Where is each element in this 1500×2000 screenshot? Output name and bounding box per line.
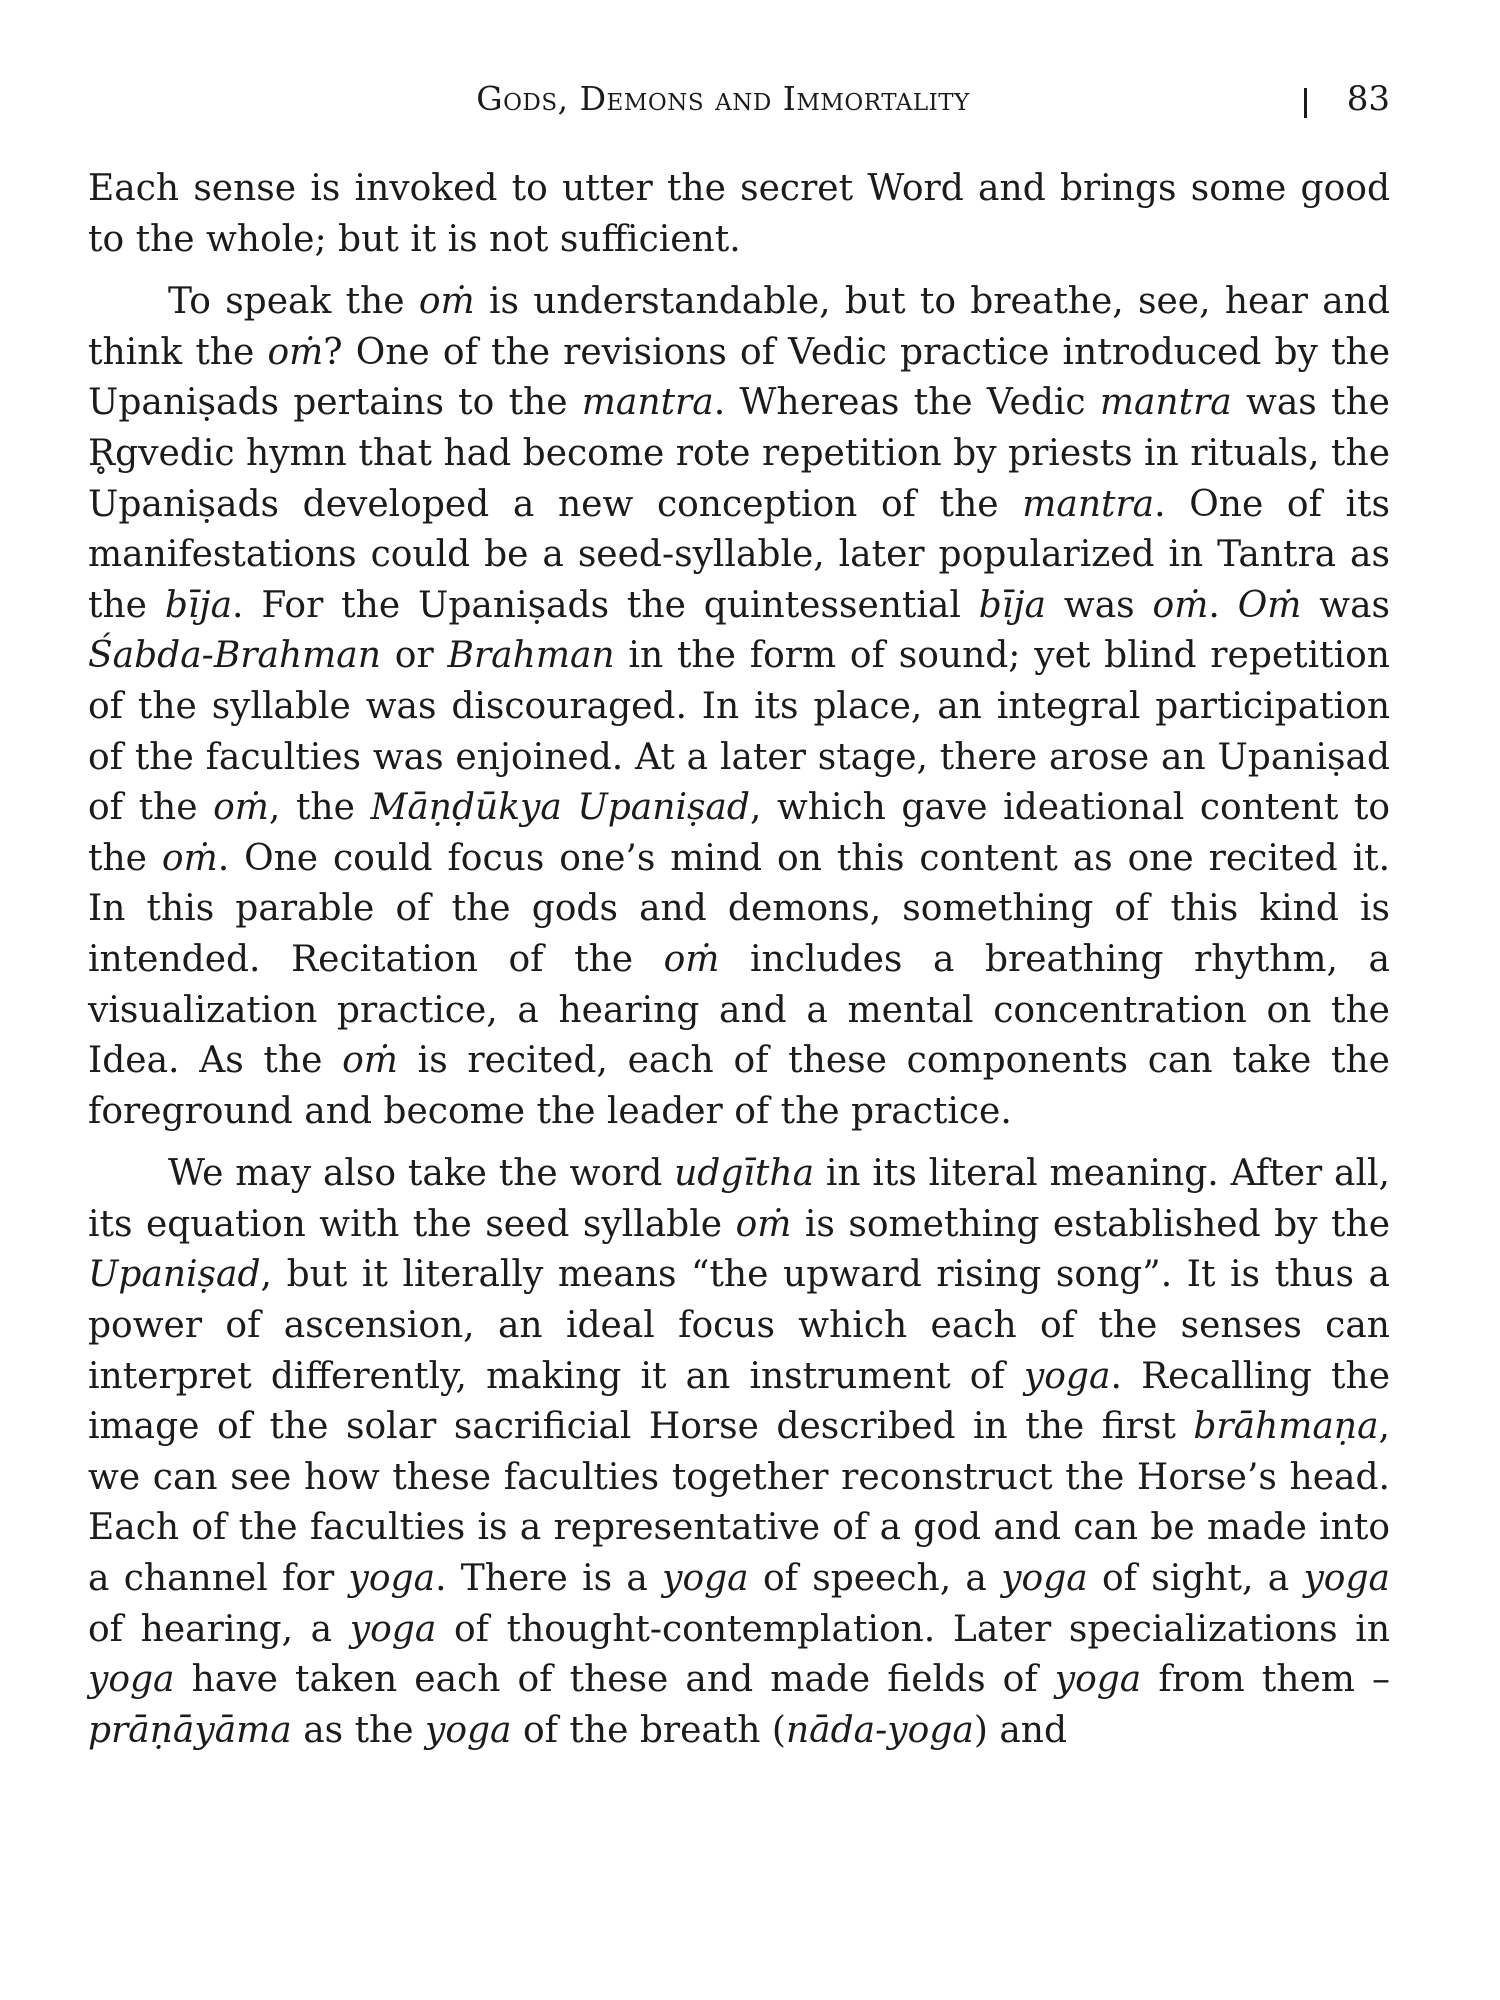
text-run: , but it literally means “the upward rising song”. It is thus a power of ascension, an ideal focus which each of the senses can interpret differently, making it an instrument of — [88, 1254, 1390, 1397]
text-run: ? One of the revisions of Vedic practice introduced by the Upaniṣads pertains to the — [88, 331, 1390, 424]
text-run: or — [380, 635, 448, 677]
italic-term: oṁ — [161, 837, 218, 879]
italic-term: yoga — [1303, 1558, 1390, 1600]
italic-term: nāda-yoga — [785, 1709, 974, 1751]
italic-term: bīja — [978, 584, 1046, 626]
italic-term: oṁ — [267, 331, 324, 373]
italic-term: yoga — [425, 1709, 512, 1751]
text-run: in the form of sound; yet blind repetition of the syllable was discouraged. In its place, an integral participation of the faculties was enjoined. At a later stage, there arose an Upaniṣad of the — [88, 635, 1390, 829]
italic-term: Upaniṣad — [88, 1254, 261, 1296]
italic-term: mantra — [1022, 483, 1155, 525]
italic-term: bīja — [164, 584, 233, 626]
italic-term: yoga — [348, 1558, 436, 1600]
text-run: . Recalling the image of the solar sacrificial Horse described in the first — [88, 1355, 1390, 1448]
paragraph — [88, 1149, 1390, 1756]
italic-term: Śabda-Brahman — [88, 635, 381, 677]
italic-term: mantra — [1099, 382, 1232, 424]
text-run: is understandable, but to breathe, see, hear and think the — [88, 281, 1390, 373]
italic-term: yoga — [1054, 1659, 1142, 1701]
italic-term: oṁ — [735, 1203, 792, 1245]
text-run: was — [1045, 584, 1153, 626]
text-run: , the — [268, 787, 371, 829]
text-run: of the breath ( — [511, 1709, 786, 1751]
text-run: . Whereas the Vedic — [713, 382, 1100, 424]
italic-term: yoga — [1023, 1355, 1111, 1397]
text-run: We may also take the word — [168, 1153, 675, 1195]
italic-term: yoga — [88, 1659, 175, 1701]
text-run: . For the Upaniṣads the quintessential — [232, 584, 979, 626]
italic-term: Oṁ — [1237, 584, 1302, 626]
text-run: of sight, a — [1087, 1558, 1304, 1600]
page-number: 83 — [1346, 79, 1390, 119]
italic-term: Brahman — [447, 635, 615, 677]
text-run: of speech, a — [748, 1558, 1002, 1600]
text-run: was the R̥gvedic hymn that had become rote repetition by priests in rituals, the Upaniṣads developed a new conception of the — [88, 382, 1390, 525]
text-run: . — [1208, 584, 1238, 626]
italic-term: oṁ — [342, 1040, 398, 1082]
text-run: , which gave ideational content to the — [88, 787, 1391, 879]
text-run: is something established by the — [791, 1203, 1391, 1245]
running-head-divider — [1304, 88, 1307, 118]
text-run: ) and — [973, 1709, 1068, 1751]
running-head-title: Gods, Demons and Immortality — [476, 79, 970, 118]
italic-term: prāṇāyāma — [88, 1709, 292, 1751]
text-run: was — [1301, 584, 1391, 626]
italic-term: Māṇḍūkya Upaniṣad — [370, 787, 750, 829]
text-run: To speak the — [168, 281, 419, 323]
text-run: as the — [291, 1709, 425, 1751]
text-run: is recited, each of these components can take the foreground and become the leader of the practice. — [88, 1040, 1390, 1132]
text-run: . One could focus one’s mind on this content as one recited it. In this parable of the gods and demons, something of this kind is intended. Recitation of the — [88, 837, 1391, 980]
italic-term: oṁ — [663, 938, 720, 980]
italic-term: udgītha — [674, 1153, 815, 1195]
text-run: of hearing, a — [88, 1608, 350, 1650]
text-run: . There is a — [435, 1558, 663, 1600]
text-run: . One of its manifestations could be a seed-syllable, later popularized in Tantra as the — [88, 483, 1391, 626]
italic-term: yoga — [662, 1558, 749, 1600]
running-head — [88, 80, 1390, 130]
italic-term: yoga — [349, 1608, 437, 1650]
text-run: , we can see how these faculties together reconstruct the Horse’s head. Each of the faculties is a representative of a god and can be made into a channel for — [88, 1406, 1390, 1600]
italic-term: brāhmaṇa — [1193, 1406, 1379, 1448]
paragraph — [88, 164, 1390, 265]
text-run: includes a breathing rhythm, a visualization practice, a hearing and a mental concentration on the Idea. As the — [88, 938, 1390, 1082]
text-run: in its literal meaning. After all, its equation with the seed syllable — [88, 1153, 1390, 1245]
paragraph — [88, 277, 1390, 1137]
text-run: have taken each of these and made fields of — [174, 1659, 1055, 1701]
body-text — [88, 164, 1390, 1756]
italic-term: oṁ — [418, 281, 475, 323]
text-run: Each sense is invoked to utter the secret Word and brings some good to the whole; but it is not sufficient. — [88, 168, 1390, 260]
text-run: from them – — [1141, 1659, 1390, 1701]
text-run: of thought-contemplation. Later specializations in — [436, 1608, 1391, 1650]
italic-term: oṁ — [1152, 584, 1209, 626]
italic-term: yoga — [1001, 1558, 1088, 1600]
italic-term: oṁ — [213, 787, 269, 829]
italic-term: mantra — [581, 382, 714, 424]
